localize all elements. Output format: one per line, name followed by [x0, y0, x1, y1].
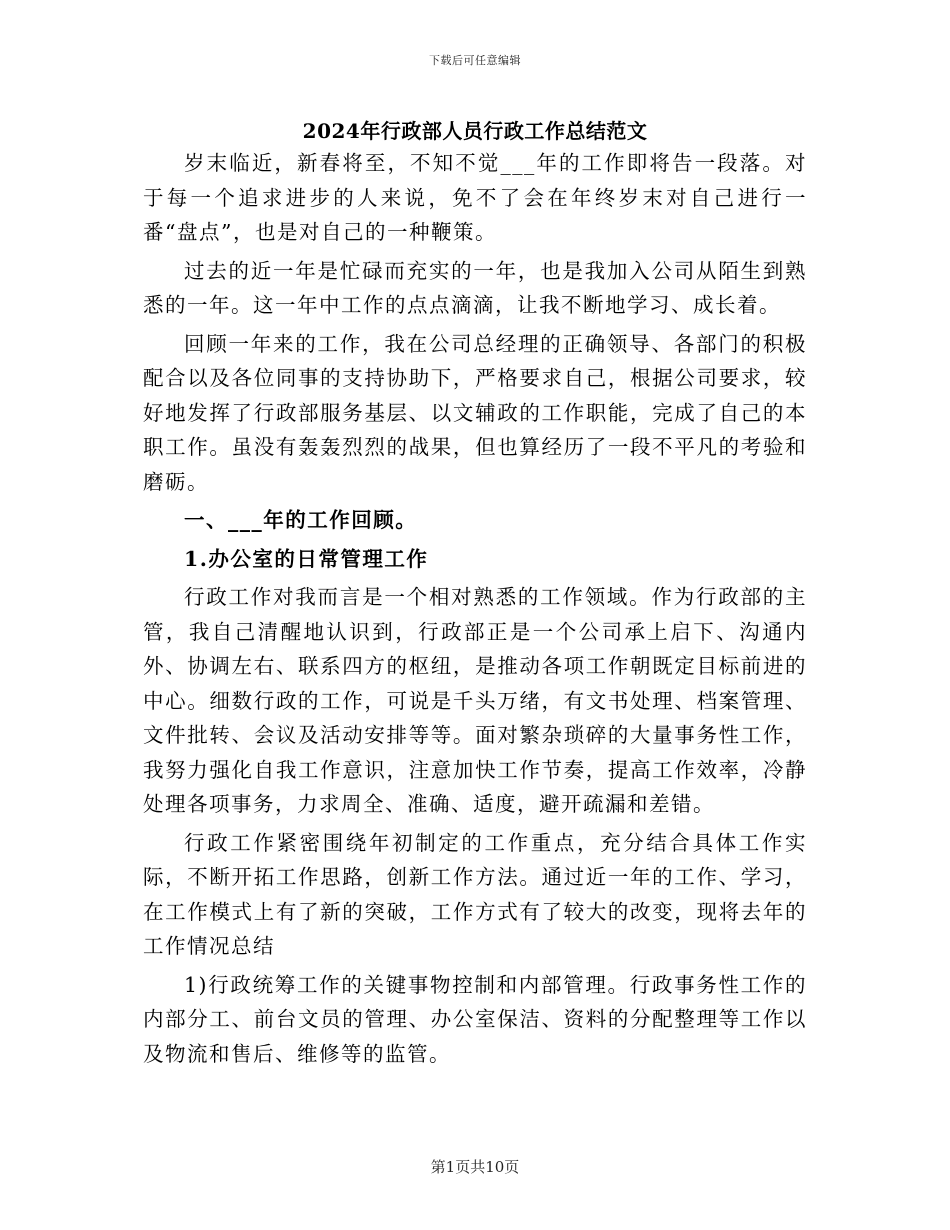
page-indicator: 第1页共10页 — [430, 1158, 520, 1176]
section-heading: 一、___年的工作回顾。 — [184, 508, 418, 532]
paragraph-item-1: 1)行政统筹工作的关键事物控制和内部管理。行政事务性工作的内部分工、前台文员的管理、办公室保洁、资料的分配整理等工作以及物流和售后、维修等的监管。 — [143, 972, 807, 1066]
paragraph-past-year: 过去的近一年是忙碌而充实的一年，也是我加入公司从陌生到熟悉的一年。这一年中工作的点点滴滴，让我不断地学习、成长着。 — [143, 258, 807, 317]
header-note: 下载后可任意编辑 — [429, 54, 521, 67]
paragraph-review: 回顾一年来的工作，我在公司总经理的正确领导、各部门的积极配合以及各位同事的支持协助下，严格要求自己，根据公司要求，较好地发挥了行政部服务基层、以文辅政的工作职能，完成了自己的本职工作。虽没有轰轰烈烈的战果，但也算经历了一段不平凡的考验和磨砺。 — [143, 331, 807, 494]
paragraph-office-management: 行政工作对我而言是一个相对熟悉的工作领域。作为行政部的主管，我自己清醒地认识到，行政部正是一个公司承上启下、沟通内外、协调左右、联系四方的枢纽，是推动各项工作朝既定目标前进的中心。细数行政的工作，可说是千头万绪，有文书处理、档案管理、文件批转、会议及活动安排等等。面对繁杂琐碎的大量事务性工作，我努力强化自我工作意识，注意加快工作节奏，提高工作效率，冷静处理各项事务，力求周全、准确、适度，避开疏漏和差错。 — [143, 585, 807, 816]
document-title: 2024年行政部人员行政工作总结范文 — [302, 119, 648, 143]
document-body — [143, 146, 807, 1075]
paragraph-intro: 岁末临近，新春将至，不知不觉___年的工作即将告一段落。对于每一个追求进步的人来说，免不了会在年终岁末对自己进行一番“盘点”，也是对自己的一种鞭策。 — [143, 151, 807, 244]
subsection-heading: 1.办公室的日常管理工作 — [184, 546, 429, 571]
paragraph-work-focus: 行政工作紧密围绕年初制定的工作重点，充分结合具体工作实际，不断开拓工作思路，创新工作方法。通过近一年的工作、学习，在工作模式上有了新的突破，工作方式有了较大的改变，现将去年的工作情况总结 — [143, 830, 807, 958]
